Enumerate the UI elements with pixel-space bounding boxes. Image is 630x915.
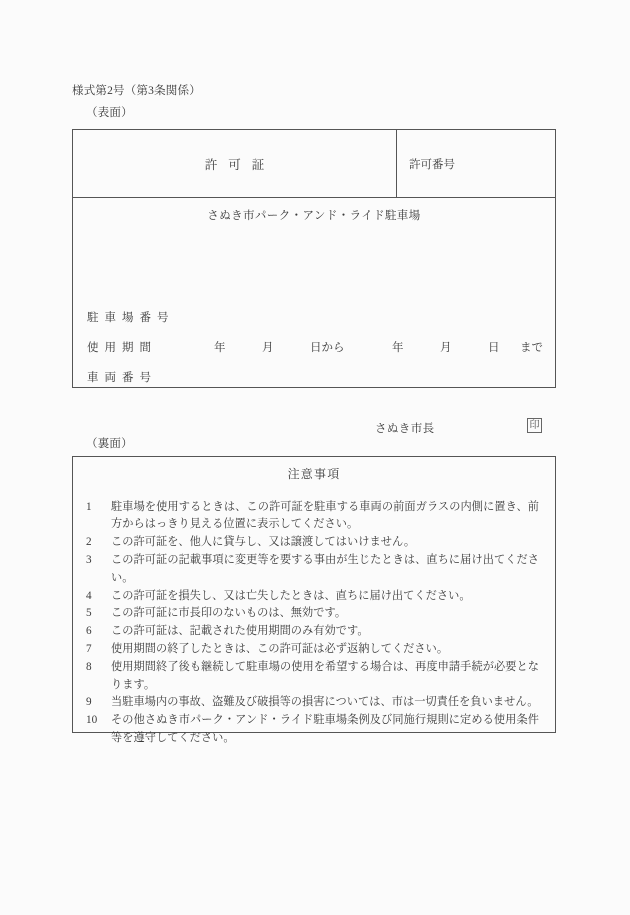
permit-header-row bbox=[73, 130, 555, 198]
notice-item-text: この許可証は、記載された使用期間のみ有効です。 bbox=[111, 625, 369, 638]
notice-item-text: 使用期間の終了したときは、この許可証は必ず返納してください。 bbox=[111, 643, 449, 656]
notice-item-number: 2 bbox=[86, 536, 92, 549]
usage-period-start-day: 日から bbox=[310, 342, 345, 354]
notice-item bbox=[86, 623, 539, 640]
notice-item-number: 8 bbox=[86, 661, 92, 674]
permit-header-divider bbox=[396, 130, 397, 197]
notice-box bbox=[72, 456, 556, 744]
notice-item-text: この許可証に市長印のないものは、無効です。 bbox=[111, 607, 347, 620]
usage-period-end-month: 月 bbox=[440, 342, 452, 354]
usage-period-until: まで bbox=[520, 342, 543, 354]
notice-item-number: 9 bbox=[86, 696, 92, 709]
notice-item-text: この許可証を、他人に貸与し、又は譲渡してはいけません。 bbox=[111, 536, 416, 549]
notice-item-text: この許可証を損失し、又は亡失したときは、直ちに届け出てください。 bbox=[111, 589, 471, 602]
notice-item-text: 当駐車場内の事故、盗難及び破損等の損害については、市は一切責任を負いません。 bbox=[111, 696, 539, 709]
front-side-label: （表面） bbox=[86, 107, 133, 119]
field-label-usage-period: 使用期間 bbox=[87, 342, 157, 354]
back-side-label: （裏面） bbox=[86, 438, 133, 450]
permit-certificate-box bbox=[72, 129, 556, 435]
notice-item bbox=[86, 534, 539, 551]
usage-period-end-day: 日 bbox=[488, 342, 500, 354]
seal-stamp-icon: 印 bbox=[527, 418, 542, 433]
field-label-vehicle-number: 車両番号 bbox=[87, 372, 157, 384]
notice-item-text: 使用期間終了後も継続して駐車場の使用を希望する場合は、再度申請手続が必要となります。 bbox=[111, 661, 539, 691]
notice-item bbox=[86, 552, 539, 587]
notice-item bbox=[86, 605, 539, 622]
notice-item-text: 駐車場を使用するときは、この許可証を駐車する車両の前面ガラスの内側に置き、前方からはっきり見える位置に表示してください。 bbox=[111, 501, 539, 531]
notice-item bbox=[86, 694, 539, 711]
field-row-lot-number bbox=[73, 309, 555, 325]
permit-title: 許可証 bbox=[204, 157, 276, 172]
notice-item bbox=[86, 659, 539, 694]
issuer-name: さぬき市長 bbox=[375, 423, 435, 435]
notice-item-text: その他さぬき市パーク・アンド・ライド駐車場条例及び同施行規則に定める使用条件等を遵守してください。 bbox=[111, 714, 539, 744]
field-row-usage-period bbox=[73, 339, 555, 355]
usage-period-end-year: 年 bbox=[392, 342, 404, 354]
field-row-vehicle-number bbox=[73, 369, 555, 385]
notice-item-number: 4 bbox=[86, 589, 92, 602]
notice-item bbox=[86, 712, 539, 747]
notice-item-number: 3 bbox=[86, 554, 92, 567]
permit-body bbox=[73, 198, 555, 435]
field-label-lot-number: 駐車場番号 bbox=[87, 312, 175, 324]
notice-item bbox=[86, 499, 539, 534]
form-number: 様式第2号（第3条関係） bbox=[72, 85, 201, 97]
notice-heading: 注意事項 bbox=[287, 467, 341, 481]
usage-period-start-month: 月 bbox=[262, 342, 274, 354]
notice-list bbox=[73, 499, 555, 747]
notice-item-text: この許可証の記載事項に変更等を要する事由が生じたときは、直ちに届け出てください。 bbox=[111, 554, 539, 584]
notice-item-number: 1 bbox=[86, 501, 92, 513]
notice-item bbox=[86, 641, 539, 658]
usage-period-start-year: 年 bbox=[214, 342, 226, 354]
notice-item-number: 5 bbox=[86, 607, 92, 620]
notice-item-number: 6 bbox=[86, 625, 92, 638]
facility-name: さぬき市パーク・アンド・ライド駐車場 bbox=[207, 210, 421, 222]
permit-number-label: 許可番号 bbox=[409, 158, 455, 171]
notice-item-number: 7 bbox=[86, 643, 92, 656]
notice-item-number: 10 bbox=[86, 714, 98, 727]
signature-line bbox=[73, 420, 555, 438]
notice-item bbox=[86, 588, 539, 605]
